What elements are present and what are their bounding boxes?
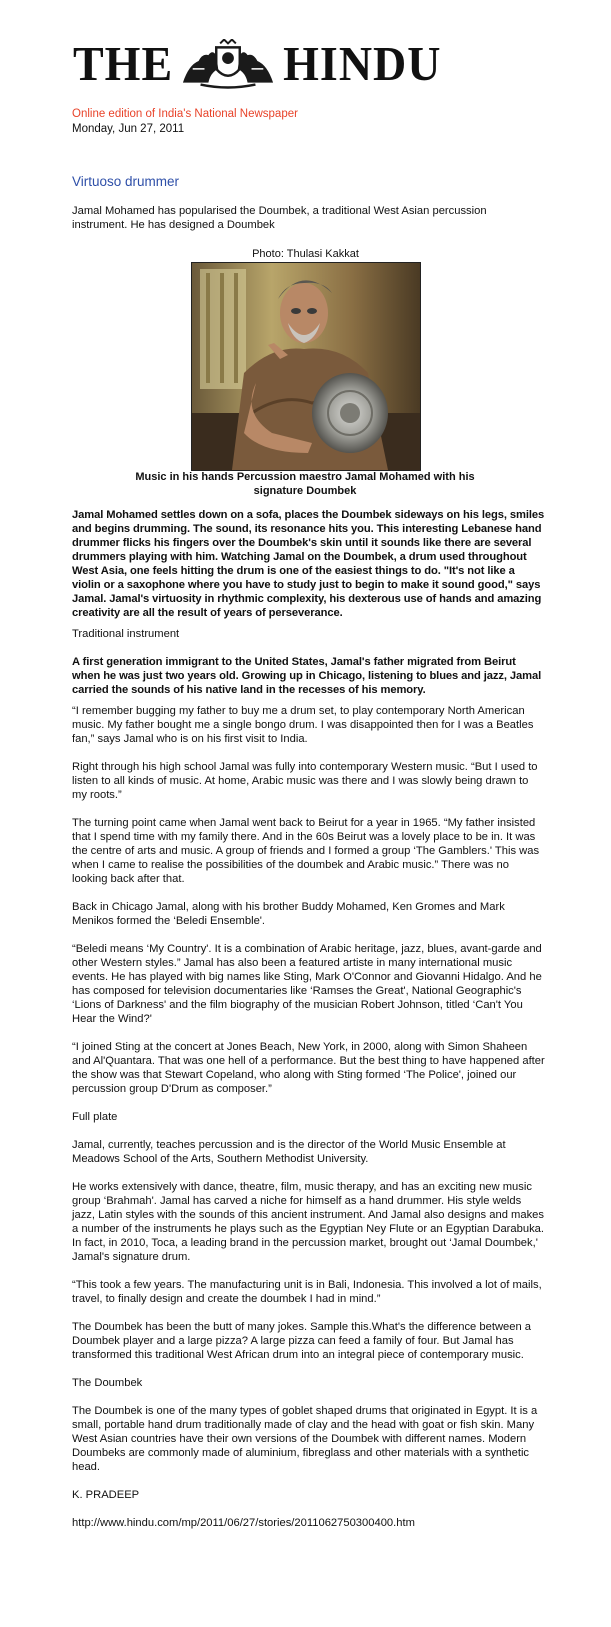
article-byline: K. PRADEEP (72, 1489, 140, 1501)
article-paragraph: The Doumbek has been the butt of many jokes. Sample this.What's the difference between a Doumbek player and a large pizza? A large pizza can feed a family of four. But Jamal has transformed this traditional West African drum into an integral piece of contemporary music. (72, 1321, 532, 1361)
section-subhead: The Doumbek (72, 1377, 143, 1389)
article-standfirst: Jamal Mohamed has popularised the Doumbek, a traditional West Asian percussion instrument. He has designed a Doumbek (72, 205, 487, 231)
article-headline: Virtuoso drummer (72, 174, 180, 189)
masthead-logo (73, 38, 543, 90)
article-paragraph: Back in Chicago Jamal, along with his brother Buddy Mohamed, Ken Gromes and Mark Menikos formed the ‘Beledi Ensemble'. (72, 901, 505, 927)
photo-caption: Music in his hands Percussion maestro Jamal Mohamed with his signature Doumbek (135, 471, 475, 497)
masthead-word-the: THE (73, 36, 174, 91)
article-paragraph: Jamal Mohamed settles down on a sofa, places the Doumbek sideways on his legs, smiles and begins drumming. The sound, its resonance hits you. This interesting Lebanese hand drummer flicks his fingers over the Doumbek's skin until it sounds like there are several drummers playing with him. Watching Jamal on the Doumbek, a drum used throughout West Asia, one feels hitting the drum is one of the easiest things to do. "It's not like a violin or a saxophone where you have to study just to begin to make it sound good," says Jamal. Jamal's virtuosity in rhythmic complexity, his dexterous use of hands and amazing creativity are all the result of years of perseverance. (72, 509, 545, 619)
masthead-word-hindu: HINDU (283, 36, 442, 91)
article-paragraph: The Doumbek is one of the many types of goblet shaped drums that originated in Egypt. It is a small, portable hand drum traditionally made of clay and the head with goat or fish skin. Many West Asian countries have their own versions of the Doumbek with different names. Modern Doumbeks are commonly made of aluminium, fibreglass and other materials with a synthetic head. (72, 1405, 538, 1473)
article-url-link[interactable]: http://www.hindu.com/mp/2011/06/27/stories/2011062750300400.htm (72, 1517, 415, 1529)
article-paragraph: He works extensively with dance, theatre, film, music therapy, and has an exciting new music group ‘Brahmah'. Jamal has carved a niche for himself as a hand drummer. His style welds jazz, Latin styles with the sounds of this ancient instrument. And Jamal also designs and makes a number of the instruments he plays such as the Egyptian Ney Flute or an Egyptian Darabuka. In fact, in 2010, Toca, a leading brand in the percussion market, brought out ‘Jamal Doumbek,' Jamal's signature drum. (72, 1181, 544, 1263)
article-paragraph: A first generation immigrant to the United States, Jamal's father migrated from Beirut when he was just two years old. Growing up in Chicago, listening to blues and jazz, Jamal carried the sounds of his native land in the recesses of his memory. (72, 656, 542, 696)
section-subhead: Traditional instrument (72, 628, 180, 640)
article-paragraph: “This took a few years. The manufacturing unit is in Bali, Indonesia. This involved a lot of mails, travel, to finally design and create the doumbek I had in mind.” (72, 1279, 542, 1305)
article-paragraph: “I joined Sting at the concert at Jones Beach, New York, in 2000, along with Simon Shaheen and Al'Quantara. That was one hell of a performance. But the best thing to have happened after the show was that Stewart Copeland, who along with Sting formed ‘The Police', joined our percussion group D'Drum as composer.” (72, 1041, 545, 1095)
section-subhead: Full plate (72, 1111, 118, 1123)
article-photo (191, 262, 421, 471)
drummer-photo-image (192, 263, 420, 470)
article-paragraph: The turning point came when Jamal went back to Beirut for a year in 1965. “My father insisted that I spend time with my family there. And in the 60s Beirut was a lovely place to be in. It was the centre of arts and music. A group of friends and I formed a group ‘The Gamblers.' This was when I came to realise the possibilities of the doumbek and Arabic music.” There was no looking back after that. (72, 817, 540, 885)
hindu-crest-emblem-icon (179, 39, 277, 89)
article-paragraph: “Beledi means ‘My Country'. It is a combination of Arabic heritage, jazz, blues, avant-garde and other Western styles.” Jamal has also been a featured artiste in many international music events. He has played with big names like Sting, Mark O'Connor and Giovanni Hidalgo. And he has composed for television documentaries like ‘Ramses the Great', National Geographic's ‘Lions of Darkness' and the film biography of the musician Robert Johnson, titled ‘Can't You Hear the Wind?' (72, 943, 542, 1025)
publication-date: Monday, Jun 27, 2011 (72, 123, 185, 135)
photo-credit: Photo: Thulasi Kakkat (252, 248, 359, 260)
article-paragraph: Right through his high school Jamal was fully into contemporary Western music. “But I used to listen to all kinds of music. At home, Arabic music was there and I was slowly being drawn to my roots.” (72, 761, 538, 801)
article-paragraph: Jamal, currently, teaches percussion and is the director of the World Music Ensemble at Meadows School of the Arts, Southern Methodist University. (72, 1139, 506, 1165)
article-body (72, 508, 546, 1530)
edition-tagline: Online edition of India's National Newspaper (72, 108, 298, 120)
article-paragraph: “I remember bugging my father to buy me a drum set, to play contemporary North American music. My father bought me a single bongo drum. I was disappointed then for I was a Beatles fan,” says Jamal who is on his first visit to India. (72, 705, 534, 745)
